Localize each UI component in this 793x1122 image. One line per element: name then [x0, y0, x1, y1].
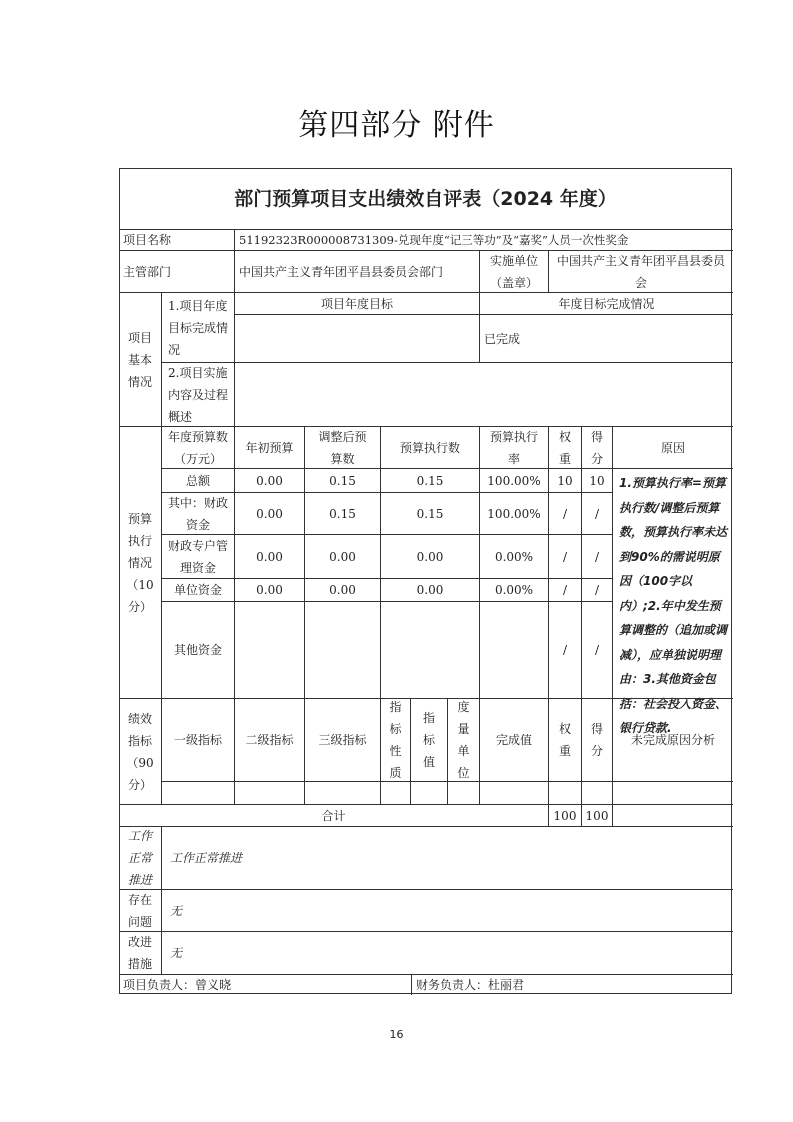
budget-label: 预算执行情况（10分）	[119, 426, 162, 699]
perf-cell	[380, 781, 411, 805]
perf-header-value: 指标值	[410, 698, 448, 782]
perf-header-level1: 一级指标	[161, 698, 235, 782]
budget-row-category: 财政专户管理资金	[161, 534, 235, 579]
perf-header-level2: 二级指标	[234, 698, 305, 782]
budget-row-initial: 0.00	[234, 578, 305, 602]
goal-completion-label: 1.项目年度目标完成情况	[161, 292, 235, 363]
budget-row-weight: 10	[548, 468, 582, 493]
budget-row-rate: 0.00%	[479, 578, 549, 602]
budget-header-score: 得分	[581, 426, 613, 469]
perf-cell	[447, 781, 480, 805]
goal-header: 项目年度目标	[234, 292, 480, 315]
perf-cell	[161, 781, 235, 805]
budget-row-score: /	[581, 578, 613, 602]
budget-row-executed: 0.00	[380, 578, 480, 602]
budget-row-rate	[479, 601, 549, 699]
page-number: 16	[389, 1028, 404, 1041]
perf-cell	[479, 781, 549, 805]
budget-row-adjusted: 0.15	[304, 492, 381, 535]
budget-row-weight: /	[548, 601, 582, 699]
budget-row-rate: 100.00%	[479, 492, 549, 535]
budget-row-executed: 0.00	[380, 534, 480, 579]
performance-label: 绩效指标（90分）	[119, 698, 162, 805]
perf-header-unit: 度量单位	[447, 698, 480, 782]
perf-cell	[548, 781, 582, 805]
perf-cell	[410, 781, 448, 805]
form-title: 部门预算项目支出绩效自评表（2024 年度）	[119, 168, 732, 230]
work-progress-label: 工作正常推进	[119, 826, 162, 890]
perf-header-weight: 权重	[548, 698, 582, 782]
budget-row-initial: 0.00	[234, 492, 305, 535]
budget-reason-note: 1.预算执行率=预算执行数/调整后预算数，预算执行率未达到90%的需说明原因（100字以内）;2.年中发生预算调整的（追加或调减），应单独说明理由：3.其他资金包括：社会投入资金、银行贷款.	[612, 468, 733, 699]
budget-row-executed: 0.15	[380, 468, 480, 493]
total-label: 合计	[119, 804, 549, 827]
budget-row-score: /	[581, 534, 613, 579]
total-weight: 100	[548, 804, 582, 827]
perf-header-completed: 完成值	[479, 698, 549, 782]
budget-row-executed: 0.15	[380, 492, 480, 535]
perf-header-score: 得分	[581, 698, 613, 782]
page-heading: 第四部分 附件	[298, 108, 495, 143]
budget-row-score: /	[581, 601, 613, 699]
goal-value	[234, 314, 480, 363]
budget-row-category: 其他资金	[161, 601, 235, 699]
budget-row-adjusted: 0.00	[304, 578, 381, 602]
perf-cell	[612, 781, 733, 805]
budget-row-score: 10	[581, 468, 613, 493]
project-name-value: 51192323R000008731309-兑现年度“记三等功”及“嘉奖”人员一次性奖金	[234, 229, 733, 251]
budget-row-weight: /	[548, 492, 582, 535]
perf-header-analysis: 未完成原因分析	[612, 698, 733, 782]
improvements-label: 改进措施	[119, 931, 162, 975]
budget-row-initial: 0.00	[234, 534, 305, 579]
implementer-label: 实施单位（盖章）	[479, 250, 549, 293]
project-name-label: 项目名称	[119, 229, 235, 251]
budget-header-adjusted: 调整后预算数	[304, 426, 381, 469]
total-note	[612, 804, 733, 827]
budget-header-weight: 权重	[548, 426, 582, 469]
budget-row-adjusted	[304, 601, 381, 699]
improvements-value: 无	[161, 931, 733, 975]
perf-header-nature: 指标性质	[380, 698, 411, 782]
perf-cell	[581, 781, 613, 805]
budget-row-rate: 100.00%	[479, 468, 549, 493]
work-progress-value: 工作正常推进	[161, 826, 733, 890]
budget-row-category: 总额	[161, 468, 235, 493]
budget-row-adjusted: 0.15	[304, 468, 381, 493]
budget-header-reason: 原因	[612, 426, 733, 469]
completion-value: 已完成	[479, 314, 733, 363]
budget-header-category: 年度预算数（万元）	[161, 426, 235, 469]
budget-header-rate: 预算执行率	[479, 426, 549, 469]
budget-row-adjusted: 0.00	[304, 534, 381, 579]
problems-label: 存在问题	[119, 889, 162, 932]
perf-cell	[304, 781, 381, 805]
implementer-value: 中国共产主义青年团平昌县委员会	[548, 250, 733, 293]
budget-row-weight: /	[548, 578, 582, 602]
budget-row-score: /	[581, 492, 613, 535]
budget-row-rate: 0.00%	[479, 534, 549, 579]
content-value	[234, 362, 733, 427]
content-label: 2.项目实施内容及过程概述	[161, 362, 235, 427]
self-evaluation-form	[119, 168, 732, 994]
budget-row-category: 单位资金	[161, 578, 235, 602]
budget-header-executed: 预算执行数	[380, 426, 480, 469]
budget-row-initial	[234, 601, 305, 699]
problems-value: 无	[161, 889, 733, 932]
project-lead: 项目负责人：曾义晓	[119, 974, 412, 995]
perf-header-level3: 三级指标	[304, 698, 381, 782]
supervisor-label: 主管部门	[119, 250, 235, 293]
basic-info-label: 项目基本情况	[119, 292, 162, 427]
finance-lead: 财务负责人：杜丽君	[411, 974, 733, 995]
total-score: 100	[581, 804, 613, 827]
budget-row-executed	[380, 601, 480, 699]
budget-row-category: 其中：财政资金	[161, 492, 235, 535]
budget-row-initial: 0.00	[234, 468, 305, 493]
budget-header-initial: 年初预算	[234, 426, 305, 469]
completion-header: 年度目标完成情况	[479, 292, 733, 315]
budget-row-weight: /	[548, 534, 582, 579]
supervisor-value: 中国共产主义青年团平昌县委员会部门	[234, 250, 480, 293]
perf-cell	[234, 781, 305, 805]
